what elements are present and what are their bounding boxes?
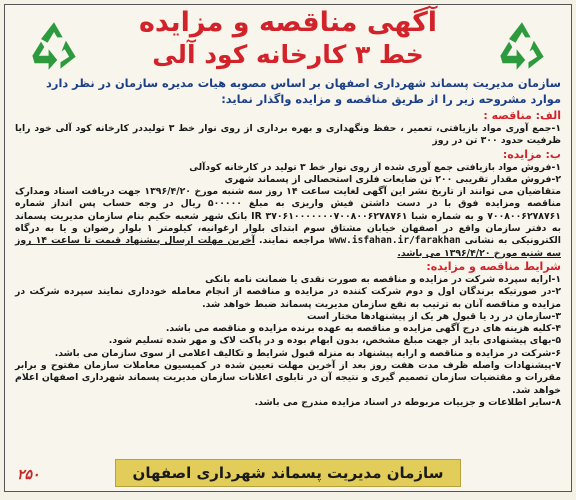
condition-item: ۵-بهای پیشنهادی باید از جهت مبلغ مشخص، بدون ابهام بوده و در پاکت لاک و مهر شده تسلیم شود.: [108, 335, 561, 347]
section-a-heading: الف: مناقصه :: [483, 109, 561, 122]
condition-item: ۱-ارایه سپرده شرکت در مزایده و مناقصه به صورت نقدی یا ضمانت نامه بانکی: [205, 273, 561, 285]
advertisement-body: [15, 109, 561, 409]
website-link[interactable]: www.isfahan.ir/farakhan: [329, 235, 461, 247]
deadline-text: آخرین مهلت ارسال پیشنهاد قیمت تا ساعت ۱۴ روز سه شنبه مورخ ۱۳۹۶/۴/۲۰ می باشد.: [15, 235, 561, 259]
section-b-paragraph: [15, 186, 561, 260]
condition-item: ۴-کلیه هزینه های درج آگهی مزایده و مناقصه به عهده برنده مزایده و مناقصه می باشد.: [165, 323, 561, 335]
section-b-item: ۲-فروش مقدار تقریبی ۲۰۰ تن ضایعات فلزی استحصالی از پسماند شهری: [224, 173, 561, 185]
condition-item: ۸-سایر اطلاعات و جزییات مربوطه در اسناد مزایده مندرج می باشد.: [254, 396, 561, 408]
condition-item: ۲-در صورتیکه برندگان اول و دوم شرکت کننده در مزایده و مناقصه از انجام معامله خودداری نمایند سپرده شرکت در مزایده و مناقصه آنان به ترتیب به نفع سازمان مدیریت پسماند ضبط خواهد شد.: [15, 286, 561, 310]
title-line-1: آگهی مناقصه و مزایده: [138, 7, 438, 38]
condition-item: ۳-سازمان در رد یا قبول هر یک از پیشنهادها مختار است: [306, 310, 561, 322]
bid-instructions: متقاضیان می توانند از تاریخ نشر این آگهی لغایت ساعت ۱۴ روز سه شنبه مورخ ۱۳۹۶/۴/۲۰ جهت دریافت اسناد ومدارک مناقصه ومزایده فوق با در دست داشتن فیش واریزی به مبلغ ۵۰۰۰۰۰ ریال در وجه حساب پس انداز شماره ۷۰۰۸۰۰۶۲۷۸۷۶۱ و به شماره شبا IR ۳۷۰۶۱۰۰۰۰۰۰۰۷۰۰۸۰۰۶۲۷۸۷۶۱ بانک شهر شعبه حکیم بنام سازمان مدیریت پسماند به دفتر سازمان واقع در اصفهان خیابان مشتاق سوم ابتدای بلوار ارغوانیه، کیلومتر ۱ بلوار رضوان و یا به درگاه الکترونیکی به نشانی: [15, 186, 562, 247]
conditions-heading: شرایط مناقصه و مزایده:: [426, 259, 561, 273]
condition-item: ۶-شرکت در مزایده و مناقصه و ارایه پیشنهاد به منزله قبول شرایط و تکالیف اعلامی از سوی سازمان می باشد.: [54, 347, 561, 359]
recycle-icon-right: [495, 19, 549, 73]
title-line-2: خط ۳ کارخانه کود آلی: [152, 40, 424, 69]
intro-text: سازمان مدیریت پسماند شهرداری اصفهان بر اساس مصوبه هیات مدیره سازمان در نظر دارد موارد مشروحه زیر را از طریق مناقصه و مزایده واگذار نماید:: [46, 76, 561, 106]
condition-item: ۷-پیشنهادات واصله ظرف مدت هفت روز بعد از آخرین مهلت تعیین شده در کمیسیون معاملات سازمان مفتوح و برابر مقررات و مقتضیات سازمان تصمیم گیری و نتیجه آن در تابلوی اعلانات سازمان مدیریت پسماند شهرداری اصفهان اعلام خواهد شد.: [15, 360, 561, 396]
bid-instructions-end: مراجعه نمایند.: [259, 235, 325, 247]
recycle-icon-left: [27, 19, 81, 73]
advertisement-title: [95, 7, 481, 71]
organization-footer: سازمان مدیریت پسماند شهرداری اصفهان: [115, 459, 461, 487]
section-b-heading: ب: مزایده:: [502, 147, 561, 161]
section-a-item: ۱-جمع آوری مواد بازیافتی، تعمیر ، حفظ ونگهداری و بهره برداری از روی نوار خط ۳ تولیددر کارخانه کود آلی خود رایا ظرفیت حدود ۳۰۰ تن در روز: [15, 123, 562, 147]
ad-code: ۲۵۰: [17, 467, 40, 483]
advertisement-page: [4, 4, 572, 492]
section-b-item: ۱-فروش مواد بازیافتی جمع آوری شده از روی نوار خط ۳ تولید در کارخانه کودآلی: [189, 161, 561, 173]
